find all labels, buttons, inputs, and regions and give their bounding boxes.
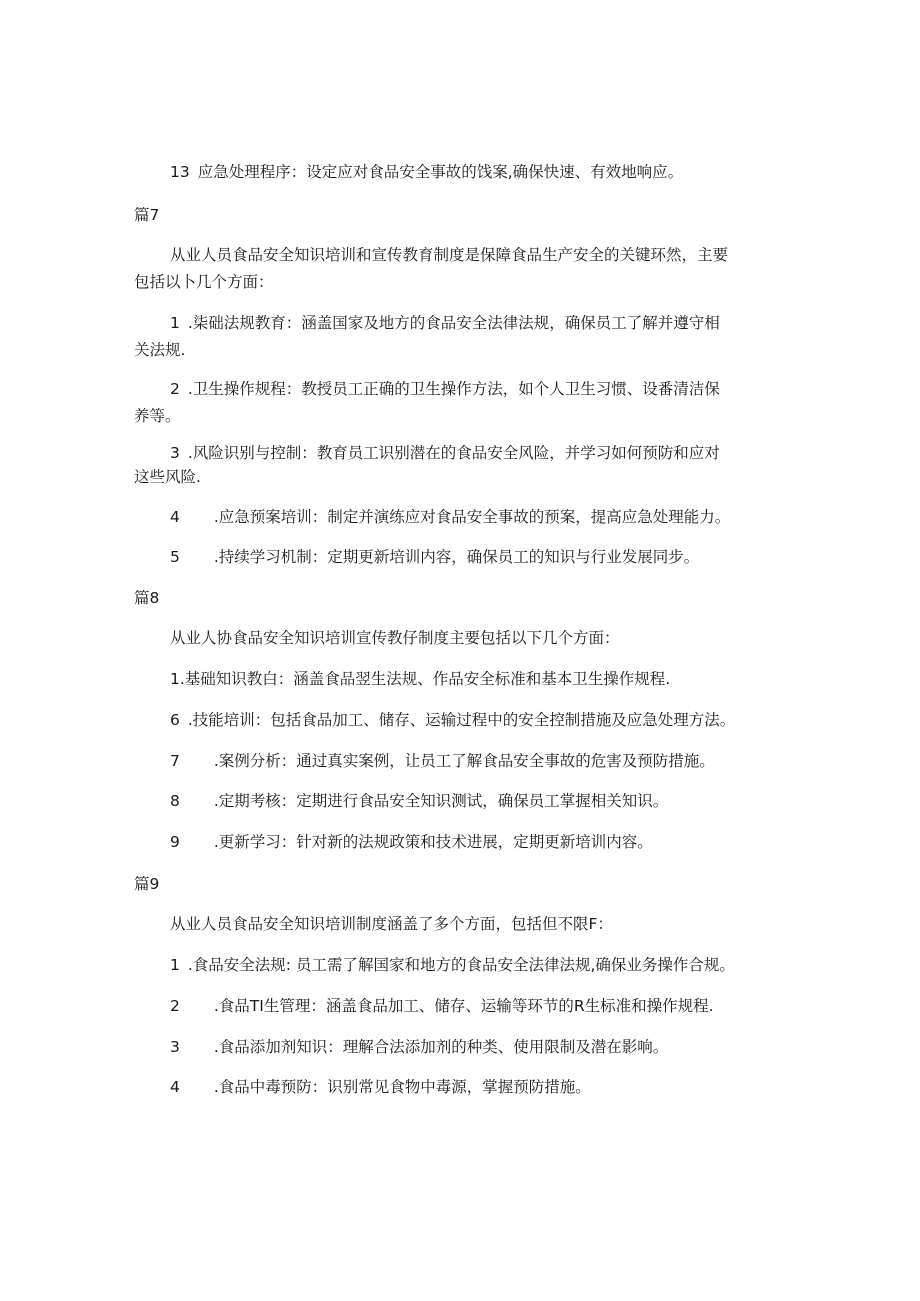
section7-item-1 <box>170 312 720 334</box>
item-number: 6 <box>170 711 180 729</box>
section-heading-8: 篇8 <box>134 589 160 607</box>
list-item-13 <box>170 161 683 183</box>
section7-item-5 <box>170 546 699 568</box>
item-number: 13 <box>170 163 190 181</box>
item-text: .食品安全法规: 员工需了解国家和地方的食品安全法律法规,确保业务操作合规。 <box>187 956 735 974</box>
section7-item-2-cont: 养等。 <box>134 407 181 425</box>
item-text: .食品TI生管理：涵盖食品加工、储存、运输等环节的R生标准和操作规程. <box>213 997 714 1015</box>
section9-item-4 <box>170 1076 591 1098</box>
item-number: 2 <box>170 997 180 1015</box>
section7-item-2 <box>170 378 720 400</box>
section7-item-4 <box>170 506 730 528</box>
section-heading-9: 篇9 <box>134 875 160 893</box>
item-number: 1 <box>170 670 180 688</box>
section8-item-8 <box>170 790 668 812</box>
section8-item-1 <box>170 668 670 690</box>
item-text: .案例分析：通过真实案例，让员工了解食品安全事故的危害及预防措施。 <box>213 752 715 770</box>
item-text: .柒础法规教育：涵盖国家及地方的食品安全法律法规，确保员工了解并遵守相 <box>187 314 720 332</box>
section7-paragraph-line2: 包括以卜几个方面： <box>134 273 274 291</box>
section9-paragraph-line1: 从业人员食品安全知识培训制度涵盖了多个方面，包括但不限F： <box>170 915 613 933</box>
item-text: .技能培训：包括食品加工、储存、运输过程中的安全控制措施及应急处理方法。 <box>187 711 736 729</box>
item-number: 1 <box>170 956 180 974</box>
item-number: 2 <box>170 380 180 398</box>
section9-item-1 <box>170 954 735 976</box>
item-number: 3 <box>170 444 180 462</box>
section7-item-1-cont: 关法规. <box>134 341 186 359</box>
item-text: .定期考核：定期进行食品安全知识测试，确保员工掌握相关知识。 <box>213 792 669 810</box>
item-number: 4 <box>170 1078 180 1096</box>
item-text: .风险识别与控制：教育员工识别潜在的食品安全风险，并学习如何预防和应对 <box>187 444 720 462</box>
item-text: .基础知识教白：涵盖食品翌生法规、作品安全标准和基本卫生操作规程. <box>179 670 671 688</box>
item-number: 4 <box>170 508 180 526</box>
section8-item-9 <box>170 831 653 853</box>
section7-item-3 <box>170 442 720 464</box>
section7-item-3-cont: 这些风险. <box>134 468 201 486</box>
item-text: 应急处理程序：设定应对食品安全事故的饯案,确保快速、有效地响应。 <box>197 163 684 181</box>
section-heading-7: 篇7 <box>134 206 160 224</box>
item-number: 9 <box>170 833 180 851</box>
item-text: .食品添加剂知识：理解合法添加剂的种类、使用限制及潜在影响。 <box>213 1038 669 1056</box>
item-number: 3 <box>170 1038 180 1056</box>
section7-paragraph-line1: 从业人员食品安全知识培训和宣传教育制度是保障食品生产安全的关键环然，主要 <box>170 246 729 264</box>
section9-item-3 <box>170 1036 668 1058</box>
item-number: 7 <box>170 752 180 770</box>
item-number: 1 <box>170 314 180 332</box>
item-text: .应急预案培训：制定并演练应对食品安全事故的预案，提高应急处理能力。 <box>213 508 731 526</box>
item-number: 8 <box>170 792 180 810</box>
item-number: 5 <box>170 548 180 566</box>
section8-item-7 <box>170 750 715 772</box>
item-text: .卫生操作规程：教授员工正确的卫生操作方法，如个人卫生习惯、设番清洁保 <box>187 380 720 398</box>
item-text: .持续学习机制：定期更新培训内容，确保员工的知识与行业发展同步。 <box>213 548 700 566</box>
item-text: .食品中毒预防：识别常见食物中毒源，掌握预防措施。 <box>213 1078 591 1096</box>
section8-item-6 <box>170 709 735 731</box>
item-text: .更新学习：针对新的法规政策和技术进展，定期更新培训内容。 <box>213 833 653 851</box>
section8-paragraph-line1: 从业人协食品安全知识培训宣传教仔制度主要包括以下几个方面： <box>170 629 620 647</box>
section9-item-2 <box>170 995 714 1017</box>
